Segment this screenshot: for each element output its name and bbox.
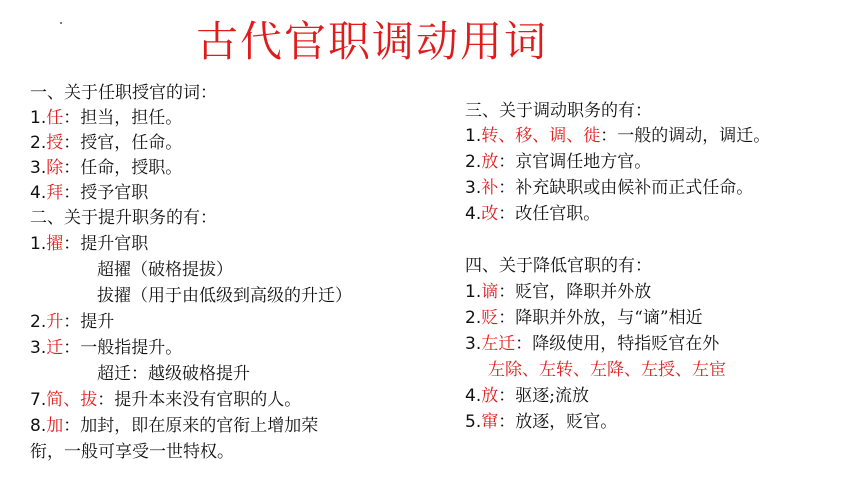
item-number: 8. [30,416,47,436]
item-term: 授 [46,133,64,153]
item-sep: ： [63,133,81,153]
item-definition: 补充缺职或由候补而正式任命。 [515,178,754,198]
item-term: 窜 [481,412,499,432]
s3-item-bu [465,176,753,200]
item-sep: ： [63,158,81,178]
item-definition: 提升 [80,312,115,332]
item-sep: ： [63,312,81,332]
item-definition: 提升本来没有官职的人。 [114,390,302,410]
s3-item-gai [465,202,600,226]
item-number: 1. [465,282,482,302]
page-title: 古代官职调动用词 [196,17,549,66]
item-definition: 驱逐;流放 [515,386,589,406]
item-sep: ： [600,126,618,146]
item-definition: 任命，授职。 [80,158,183,178]
item-term: 升 [46,312,64,332]
item-definition: 改任官职。 [515,204,601,224]
item-definition: 加封，即在原来的官衔上增加荣 [80,416,319,436]
s4-item-bian [465,306,703,330]
s3-item-diaodong [465,124,770,148]
item-sep: ： [498,282,516,302]
item-sep: ： [63,338,81,358]
s4-item-cuan [465,410,617,434]
item-term: 任 [46,108,64,128]
item-sep: ： [97,390,115,410]
item-sep: ： [498,152,516,172]
s2-zhuo-sub2: 拔擢（用于由低级到高级的升迁） [97,286,352,306]
item-number: 4. [465,386,482,406]
item-sep: ： [498,204,516,224]
s2-item-qian [30,336,182,360]
item-sep: ： [498,386,516,406]
item-sep: ： [498,178,516,198]
s4-item-fang [465,384,589,408]
item-number: 2. [30,312,47,332]
section1-heading: 一、关于任职授官的词： [30,83,217,103]
item-number: 4. [465,204,482,224]
item-sep: ： [515,334,533,354]
s3-item-fang [465,150,651,174]
s2-qian-sub: 超迁：越级破格提升 [97,364,250,384]
item-sep: ： [498,412,516,432]
item-term: 除 [46,158,64,178]
s4-item-zuoqian [465,332,719,356]
item-number: 3. [465,178,482,198]
item-number: 3. [30,338,47,358]
item-number: 3. [465,334,482,354]
s1-item-shou [30,131,182,155]
item-number: 1. [465,126,482,146]
item-sep: ： [63,234,81,254]
section4-heading: 四、关于降低官职的有： [465,256,652,276]
item-definition: 贬官，降职并外放 [515,282,652,302]
item-number: 2. [30,133,47,153]
item-definition: 放逐，贬官。 [515,412,618,432]
s2-item-jia [30,414,318,438]
item-term: 加 [46,416,64,436]
item-sep: ： [63,183,81,203]
item-definition: 提升官职 [80,234,149,254]
item-number: 2. [465,308,482,328]
s2-jia-continuation: 衔，一般可享受一世特权。 [30,442,234,462]
item-number: 1. [30,108,47,128]
item-definition: 一般的调动，调迁。 [617,126,771,146]
item-term: 补 [481,178,499,198]
item-number: 2. [465,152,482,172]
s1-item-bai [30,181,148,205]
item-number: 7. [30,390,47,410]
item-definition: 担当，担任。 [80,108,183,128]
stray-dot [60,22,62,24]
item-definition: 授官，任命。 [80,133,183,153]
item-sep: ： [63,416,81,436]
item-definition: 降职并外放，与“谪”相近 [515,308,703,328]
item-term: 放 [481,152,499,172]
s4-item-zhe [465,280,651,304]
item-definition: 一般指提升。 [80,338,183,358]
s4-zuo-terms: 左除、左转、左降、左授、左宦 [488,360,726,380]
item-term: 放 [481,386,499,406]
item-number: 3. [30,158,47,178]
section2-heading: 二、关于提升职务的有： [30,208,217,228]
s1-item-ren [30,106,182,130]
s2-item-zhuo [30,232,148,256]
item-definition: 授予官职 [80,183,149,203]
item-term: 左迁 [481,334,516,354]
item-sep: ： [498,308,516,328]
item-definition: 降级使用，特指贬官在外 [532,334,720,354]
item-number: 4. [30,183,47,203]
item-number: 1. [30,234,47,254]
item-term: 擢 [46,234,64,254]
section3-heading: 三、关于调动职务的有： [465,101,652,121]
item-term: 迁 [46,338,64,358]
item-sep: ： [63,108,81,128]
s2-item-sheng [30,310,114,334]
item-number: 5. [465,412,482,432]
item-term: 贬 [481,308,499,328]
item-term: 简、拔 [46,390,98,410]
s2-zhuo-sub1: 超擢（破格提拔） [97,260,233,280]
item-term: 拜 [46,183,64,203]
item-definition: 京官调任地方官。 [515,152,652,172]
s1-item-chu [30,156,182,180]
item-term: 谪 [481,282,499,302]
s2-item-jian-ba [30,388,301,412]
item-term: 转、移、调、徙 [481,126,601,146]
item-term: 改 [481,204,499,224]
